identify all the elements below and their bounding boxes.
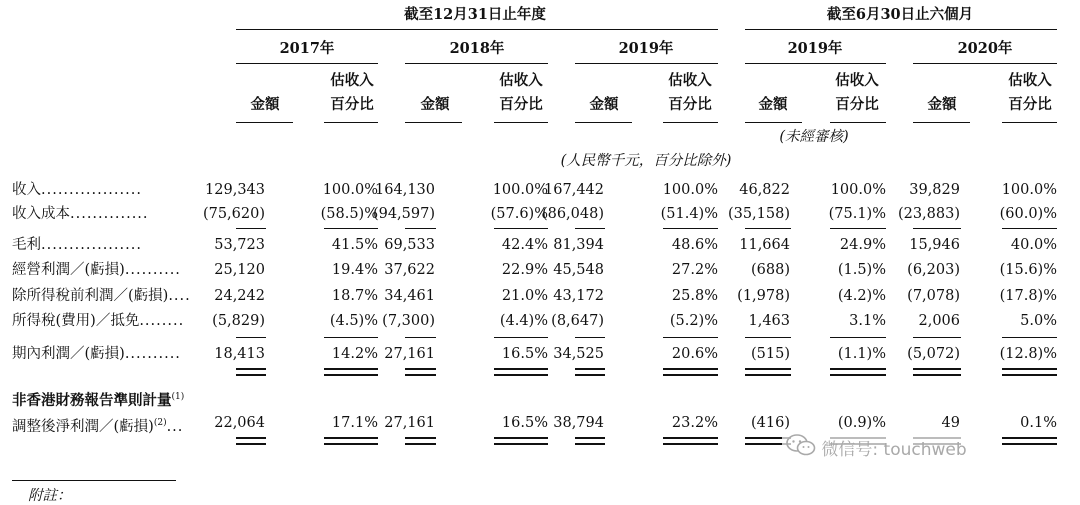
col-header-amount: 金額 (250, 96, 280, 113)
row-label (12, 312, 184, 330)
subtotal-rule (405, 228, 436, 229)
table-cell: (12.8)% (999, 346, 1057, 362)
col-header-rule (494, 122, 548, 123)
row-label-dots: ... (166, 418, 184, 435)
table-cell: 100.0% (1001, 182, 1057, 198)
total-double-rule (830, 368, 886, 376)
table-cell: 24,242 (214, 288, 265, 304)
col-header-pct-line2: 百分比 (668, 96, 712, 113)
year-rule (745, 63, 886, 64)
row-label (12, 414, 183, 436)
table-cell: 17.1% (331, 415, 378, 431)
total-double-rule (405, 437, 436, 445)
col-header-pct-line2: 百分比 (835, 96, 879, 113)
row-label (12, 261, 181, 279)
table-cell: 39,829 (909, 182, 960, 198)
table-cell: (51.4)% (660, 206, 718, 222)
total-double-rule (745, 368, 791, 376)
table-cell: (60.0)% (999, 206, 1057, 222)
table-cell: (58.5)% (320, 206, 378, 222)
wechat-icon (786, 434, 816, 461)
table-cell: (5,829) (212, 313, 265, 329)
table-cell: 40.0% (1010, 237, 1057, 253)
total-double-rule (324, 368, 378, 376)
table-cell: 34,525 (553, 346, 604, 362)
subtotal-rule (830, 228, 886, 229)
row-label-dots: ........ (139, 313, 185, 329)
table-cell: 16.5% (501, 346, 548, 362)
table-cell: (416) (751, 415, 790, 431)
table-cell: 0.1% (1020, 415, 1057, 431)
table-cell: 19.4% (331, 262, 378, 278)
table-cell: 41.5% (331, 237, 378, 253)
subtotal-rule (575, 228, 605, 229)
table-cell: 100.0% (662, 182, 718, 198)
table-cell: (4.2)% (837, 288, 886, 304)
subtotal-rule (663, 228, 718, 229)
col-header-rule (913, 122, 970, 123)
col-header-rule (663, 122, 718, 123)
col-header-rule (324, 122, 378, 123)
col-header-amount: 金額 (589, 96, 619, 113)
table-cell: 45,548 (553, 262, 604, 278)
subtotal-rule (405, 337, 436, 338)
subtotal-rule (324, 337, 378, 338)
row-label (12, 345, 181, 363)
total-double-rule (575, 368, 605, 376)
year-header: 2017年 (279, 40, 335, 57)
col-header-pct-line1: 估收入 (1008, 72, 1052, 89)
table-cell: 22,064 (214, 415, 265, 431)
col-header-rule (575, 122, 632, 123)
table-cell: 15,946 (909, 237, 960, 253)
total-double-rule (494, 437, 548, 445)
subtotal-rule (663, 337, 718, 338)
year-rule (236, 63, 378, 64)
subtotal-rule (236, 337, 266, 338)
subtotal-rule (494, 228, 548, 229)
table-cell: 42.4% (501, 237, 548, 253)
total-double-rule (236, 437, 266, 445)
table-cell: (94,597) (372, 206, 435, 222)
table-cell: 100.0% (492, 182, 548, 198)
table-cell: (0.9)% (837, 415, 886, 431)
table-cell: (1,978) (737, 288, 790, 304)
table-cell: 21.0% (501, 288, 548, 304)
table-cell: 2,006 (918, 313, 960, 329)
footnote-rule (12, 480, 176, 481)
subtotal-rule (1002, 337, 1057, 338)
units-note: (人民幣千元，百分比除外) (560, 153, 732, 169)
col-header-pct-line1: 估收入 (668, 72, 712, 89)
total-double-rule (663, 368, 718, 376)
table-cell: 27,161 (384, 415, 435, 431)
table-cell: (15.6)% (999, 262, 1057, 278)
table-cell: 46,822 (739, 182, 790, 198)
subtotal-rule (575, 337, 605, 338)
table-cell: (1.1)% (837, 346, 886, 362)
table-cell: 129,343 (205, 182, 265, 198)
subtotal-rule (494, 337, 548, 338)
table-cell: 16.5% (501, 415, 548, 431)
table-cell: 167,442 (544, 182, 604, 198)
table-cell: (57.6)% (490, 206, 548, 222)
row-label (12, 181, 142, 199)
row-label-dots: .... (168, 288, 191, 304)
subtotal-rule (236, 228, 266, 229)
row-label-dots: .......... (124, 262, 181, 278)
col-header-pct-line2: 百分比 (330, 96, 374, 113)
row-label-text: 收入成本 (12, 206, 70, 222)
col-header-rule (236, 122, 293, 123)
row-label-note: (2) (153, 418, 167, 428)
col-header-rule (830, 122, 886, 123)
row-label-text: 收入 (12, 182, 41, 198)
group-rule-half-year (745, 29, 1057, 30)
group-rule-full-year (236, 29, 718, 30)
unaudited-note: (未經審核) (779, 129, 849, 145)
row-label-dots: .............. (70, 206, 149, 222)
table-cell: 27,161 (384, 346, 435, 362)
table-cell: 27.2% (671, 262, 718, 278)
total-double-rule (1002, 368, 1057, 376)
row-label-text: 經營利潤／(虧損) (12, 262, 125, 278)
table-cell: (86,048) (541, 206, 604, 222)
table-cell: 5.0% (1020, 313, 1057, 329)
table-cell: 20.6% (671, 346, 718, 362)
col-header-pct-line1: 估收入 (330, 72, 374, 89)
table-cell: (23,883) (897, 206, 960, 222)
row-label-dots: .................. (41, 237, 142, 253)
subtotal-rule (913, 228, 961, 229)
year-header: 2020年 (957, 40, 1013, 57)
table-cell: 1,463 (748, 313, 790, 329)
col-header-rule (405, 122, 462, 123)
table-cell: 100.0% (830, 182, 886, 198)
total-double-rule (324, 437, 378, 445)
table-cell: 49 (941, 415, 960, 431)
table-cell: 38,794 (553, 415, 604, 431)
subtotal-rule (830, 337, 886, 338)
watermark (782, 432, 971, 463)
table-cell: (17.8)% (999, 288, 1057, 304)
year-rule (575, 63, 718, 64)
table-cell: 3.1% (849, 313, 886, 329)
col-header-amount: 金額 (420, 96, 450, 113)
table-cell: 53,723 (214, 237, 265, 253)
row-label-text: 所得稅(費用)／抵免 (12, 313, 140, 329)
table-cell: 37,622 (384, 262, 435, 278)
table-cell: (515) (751, 346, 790, 362)
table-cell: (75,620) (202, 206, 265, 222)
table-cell: 69,533 (384, 237, 435, 253)
total-double-rule (575, 437, 605, 445)
total-double-rule (405, 368, 436, 376)
table-cell: 164,130 (375, 182, 435, 198)
col-header-pct-line1: 估收入 (499, 72, 543, 89)
row-label-dots: .......... (124, 346, 181, 362)
row-label-text: 期內利潤／(虧損) (12, 346, 125, 362)
table-cell: 81,394 (553, 237, 604, 253)
table-cell: 23.2% (671, 415, 718, 431)
group-header-half-year: 截至6月30日止六個月 (826, 6, 974, 23)
watermark-text: 微信号: touchweb (821, 440, 967, 460)
table-cell: (75.1)% (828, 206, 886, 222)
table-cell: 48.6% (671, 237, 718, 253)
col-header-pct-line1: 估收入 (835, 72, 879, 89)
table-cell: 11,664 (739, 237, 790, 253)
subtotal-rule (913, 337, 961, 338)
table-cell: 100.0% (322, 182, 378, 198)
table-cell: 43,172 (553, 288, 604, 304)
table-cell: 14.2% (331, 346, 378, 362)
total-double-rule (494, 368, 548, 376)
footnote-label: 附註： (28, 488, 72, 504)
table-cell: 22.9% (501, 262, 548, 278)
row-label-text: 調整後淨利潤／(虧損) (12, 418, 154, 435)
total-double-rule (1002, 437, 1057, 445)
table-cell: (5,072) (907, 346, 960, 362)
year-rule (405, 63, 548, 64)
table-cell: 34,461 (384, 288, 435, 304)
total-double-rule (913, 368, 961, 376)
table-cell: (688) (751, 262, 790, 278)
row-label-text: 除所得稅前利潤／(虧損) (12, 288, 169, 304)
row-label (12, 236, 142, 254)
year-rule (913, 63, 1057, 64)
table-cell: 24.9% (839, 237, 886, 253)
group-header-full-year: 截至12月31日止年度 (404, 6, 546, 23)
col-header-amount: 金額 (758, 96, 788, 113)
table-cell: 18.7% (331, 288, 378, 304)
table-cell: (4.5)% (329, 313, 378, 329)
table-cell: (1.5)% (837, 262, 886, 278)
subtotal-rule (745, 337, 791, 338)
table-cell: (7,078) (907, 288, 960, 304)
row-label-dots: .................. (41, 182, 142, 198)
table-cell: (8,647) (551, 313, 604, 329)
col-header-rule (1002, 122, 1057, 123)
col-header-amount: 金額 (927, 96, 957, 113)
year-header: 2018年 (449, 40, 505, 57)
table-cell: (5.2)% (669, 313, 718, 329)
non-hkfrs-heading: 非香港財務報告準則計量$^{(1)}$ (12, 391, 185, 409)
table-cell: (4.4)% (499, 313, 548, 329)
row-label-text: 毛利 (12, 237, 41, 253)
table-cell: 25,120 (214, 262, 265, 278)
subtotal-rule (745, 228, 791, 229)
year-header: 2019年 (787, 40, 843, 57)
col-header-rule (745, 122, 802, 123)
year-header: 2019年 (618, 40, 674, 57)
col-header-pct-line2: 百分比 (1008, 96, 1052, 113)
subtotal-rule (324, 228, 378, 229)
col-header-pct-line2: 百分比 (499, 96, 543, 113)
table-cell: 18,413 (214, 346, 265, 362)
table-cell: (35,158) (727, 206, 790, 222)
total-double-rule (663, 437, 718, 445)
subtotal-rule (1002, 228, 1057, 229)
table-cell: (6,203) (907, 262, 960, 278)
row-label (12, 287, 191, 305)
row-label (12, 205, 149, 223)
table-cell: 25.8% (671, 288, 718, 304)
total-double-rule (236, 368, 266, 376)
table-cell: (7,300) (382, 313, 435, 329)
